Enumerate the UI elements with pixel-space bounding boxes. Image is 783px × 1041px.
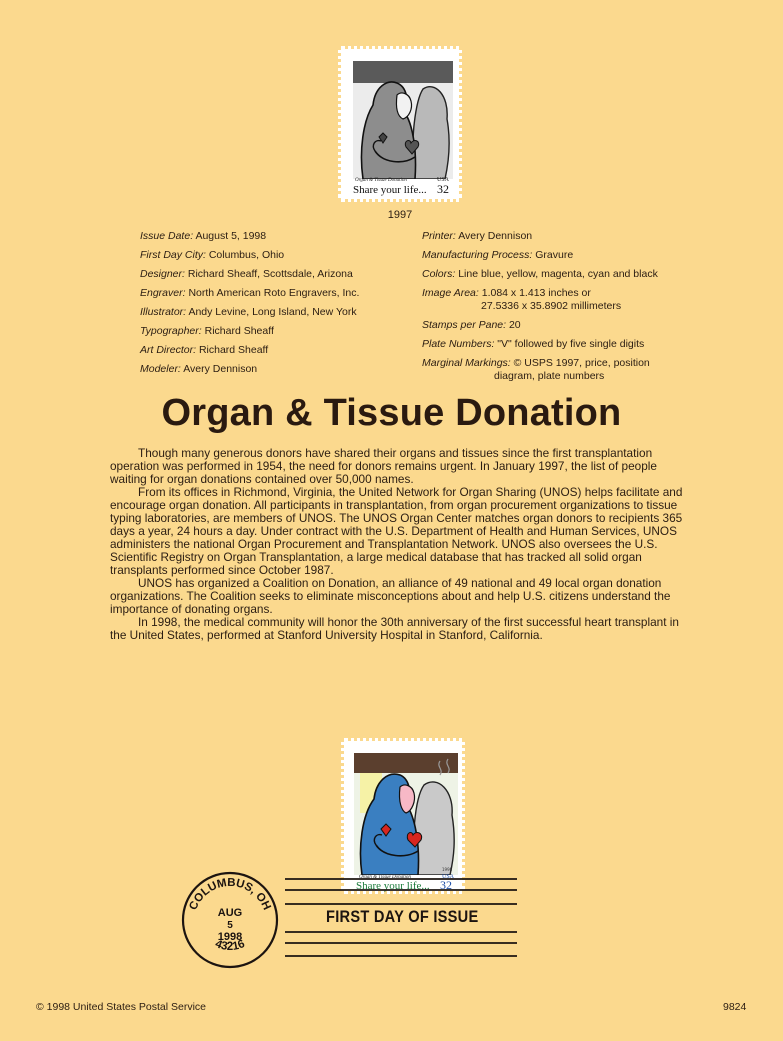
item-code: 9824: [723, 1001, 747, 1013]
spec-plate-numbers: Plate Numbers: "V" followed by five single digits: [422, 338, 645, 350]
spec-typographer: Typographer: Richard Sheaff: [140, 325, 274, 337]
stamp-image-color: [341, 738, 465, 894]
article-body: [110, 447, 695, 642]
paragraph: UNOS has organized a Coalition on Donation, an alliance of 49 national and 49 local organ donation organizations. The Coalition seeks to eliminate misconceptions about and help U.S. citizens understand the importance of donating organs.: [110, 576, 671, 616]
spec-stamps-per-pane: Stamps per Pane: 20: [422, 319, 521, 331]
paragraph: In 1998, the medical community will honor the 30th anniversary of the first successful heart transplant in the United States, performed at Stanford University Hospital in Stanford, California.: [110, 615, 679, 642]
stamp-caption: Share your life...: [353, 184, 427, 196]
spec-manufacturing-process: Manufacturing Process: Gravure: [422, 249, 574, 261]
spec-designer: Designer: Richard Sheaff, Scottsdale, Arizona: [140, 268, 353, 280]
postmark-zip: 43216: [213, 938, 247, 953]
stamp-illustration: [353, 61, 453, 179]
spec-first-day-city: First Day City: Columbus, Ohio: [140, 249, 285, 261]
stamp-country: USA: [442, 874, 455, 880]
specs-right-column: [422, 230, 702, 389]
postmark-city: COLUMBUS, OH: [187, 876, 273, 912]
stamp-country: USA: [437, 177, 450, 183]
paragraph: Though many generous donors have shared their organs and tissues since the first transplantation operation was performed in 1954, the need for donors remains urgent. In January 1997, the list of people waiting for organ donations contained over 50,000 names.: [110, 446, 657, 486]
stamp-year: 1997: [387, 209, 413, 221]
spec-image-area: Image Area: 1.084 x 1.413 inches or 27.5336 x 35.8902 millimeters: [422, 287, 622, 312]
postmark-month: AUG: [217, 907, 243, 919]
spec-illustrator: Illustrator: Andy Levine, Long Island, New York: [140, 306, 357, 318]
stamp-artwork: [353, 61, 453, 179]
copyright-notice: © 1998 United States Postal Service: [36, 1001, 206, 1013]
first-day-of-issue-label: FIRST DAY OF ISSUE: [326, 907, 479, 926]
postmark-seal: [180, 870, 280, 970]
spec-engraver: Engraver: North American Roto Engravers, Inc.: [140, 287, 360, 299]
stamp-image-grayscale: [338, 46, 462, 202]
stamp-caption-small: Organ & Tissue Donation: [359, 875, 411, 880]
stamp-denomination: 32: [440, 878, 452, 892]
postmark-year: 1998: [217, 931, 243, 943]
stamp-artwork-color: [354, 753, 458, 875]
paragraph: From its offices in Richmond, Virginia, the United Network for Organ Sharing (UNOS) helps facilitate and encourage organ donation. All participants in transplantation, from organ procurement organizations to tissue typing laboratories, are members of UNOS. The UNOS Organ Center matches organ donors to recipients 365 days a year, 24 hours a day. Under contract with the U.S. Department of Health and Human Services, UNOS administers the national Organ Procurement and Transplantation Network. UNOS also oversees the U.S. Scientific Registry on Organ Transplantation, a large medical database that has tracked all solid organ transplants performed since October 1987.: [110, 485, 683, 577]
postmark-day: 5: [227, 920, 233, 931]
spec-marginal-markings: Marginal Markings: © USPS 1997, price, position diagram, plate numbers: [422, 357, 650, 382]
stamp-denomination: 32: [437, 182, 449, 196]
stamp-caption-small: Organ & Tissue Donation: [355, 178, 407, 183]
stamp-year-label: 1998: [442, 867, 453, 872]
specs-left-column: [140, 230, 410, 382]
stamp-illustration-color: [354, 753, 458, 875]
spec-issue-date: Issue Date: August 5, 1998: [140, 230, 267, 242]
page-title: Organ & Tissue Donation: [161, 392, 622, 434]
spec-art-director: Art Director: Richard Sheaff: [140, 344, 269, 356]
spec-modeler: Modeler: Avery Dennison: [140, 363, 258, 375]
spec-colors: Colors: Line blue, yellow, magenta, cyan and black: [422, 268, 658, 280]
spec-printer: Printer: Avery Dennison: [422, 230, 533, 242]
stamp-caption: Share your life...: [356, 880, 430, 892]
